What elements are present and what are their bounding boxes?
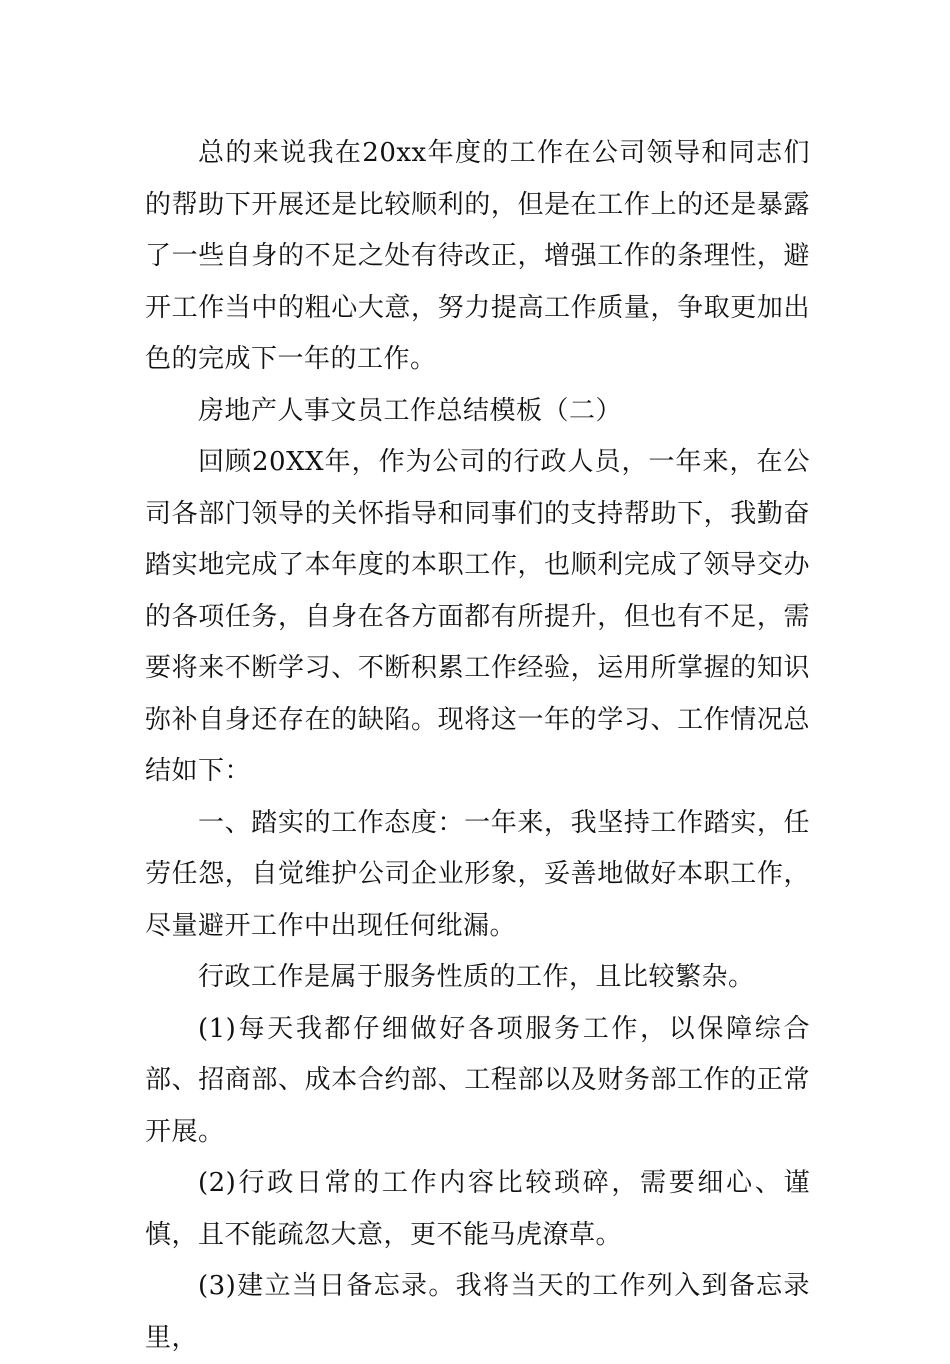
paragraph-work-attitude: 一、踏实的工作态度：一年来，我坚持工作踏实，任劳任怨，自觉维护公司企业形象，妥善地做好本职工作，尽量避开工作中出现任何纰漏。	[145, 807, 810, 941]
paragraph-admin-work: 行政工作是属于服务性质的工作，且比较繁杂。	[198, 962, 755, 992]
list-item-2: (2)行政日常的工作内容比较琐碎，需要细心、谨慎，且不能疏忽大意，更不能马虎潦草。	[145, 1168, 810, 1250]
document-body	[145, 128, 810, 1364]
list-item-1: (1)每天我都仔细做好各项服务工作，以保障综合部、招商部、成本合约部、工程部以及财务部工作的正常开展。	[145, 1013, 810, 1147]
section-title: 房地产人事文员工作总结模板（二）	[198, 395, 623, 426]
list-item-3: (3)建立当日备忘录。我将当天的工作列入到备忘录里，	[145, 1271, 810, 1353]
paragraph-review: 回顾20XX年，作为公司的行政人员，一年来，在公司各部门领导的关怀指导和同事们的支持帮助下，我勤奋踏实地完成了本年度的本职工作，也顺利完成了领导交办的各项任务，自身在各方面都有所提升，但也有不足，需要将来不断学习、不断积累工作经验，运用所掌握的知识弥补自身还存在的缺陷。现将这一年的学习、工作情况总结如下：	[145, 447, 810, 786]
paragraph-summary: 总的来说我在20xx年度的工作在公司领导和同志们的帮助下开展还是比较顺利的，但是在工作上的还是暴露了一些自身的不足之处有待改正，增强工作的条理性，避开工作当中的粗心大意，努力提高工作质量，争取更加出色的完成下一年的工作。	[145, 138, 810, 374]
